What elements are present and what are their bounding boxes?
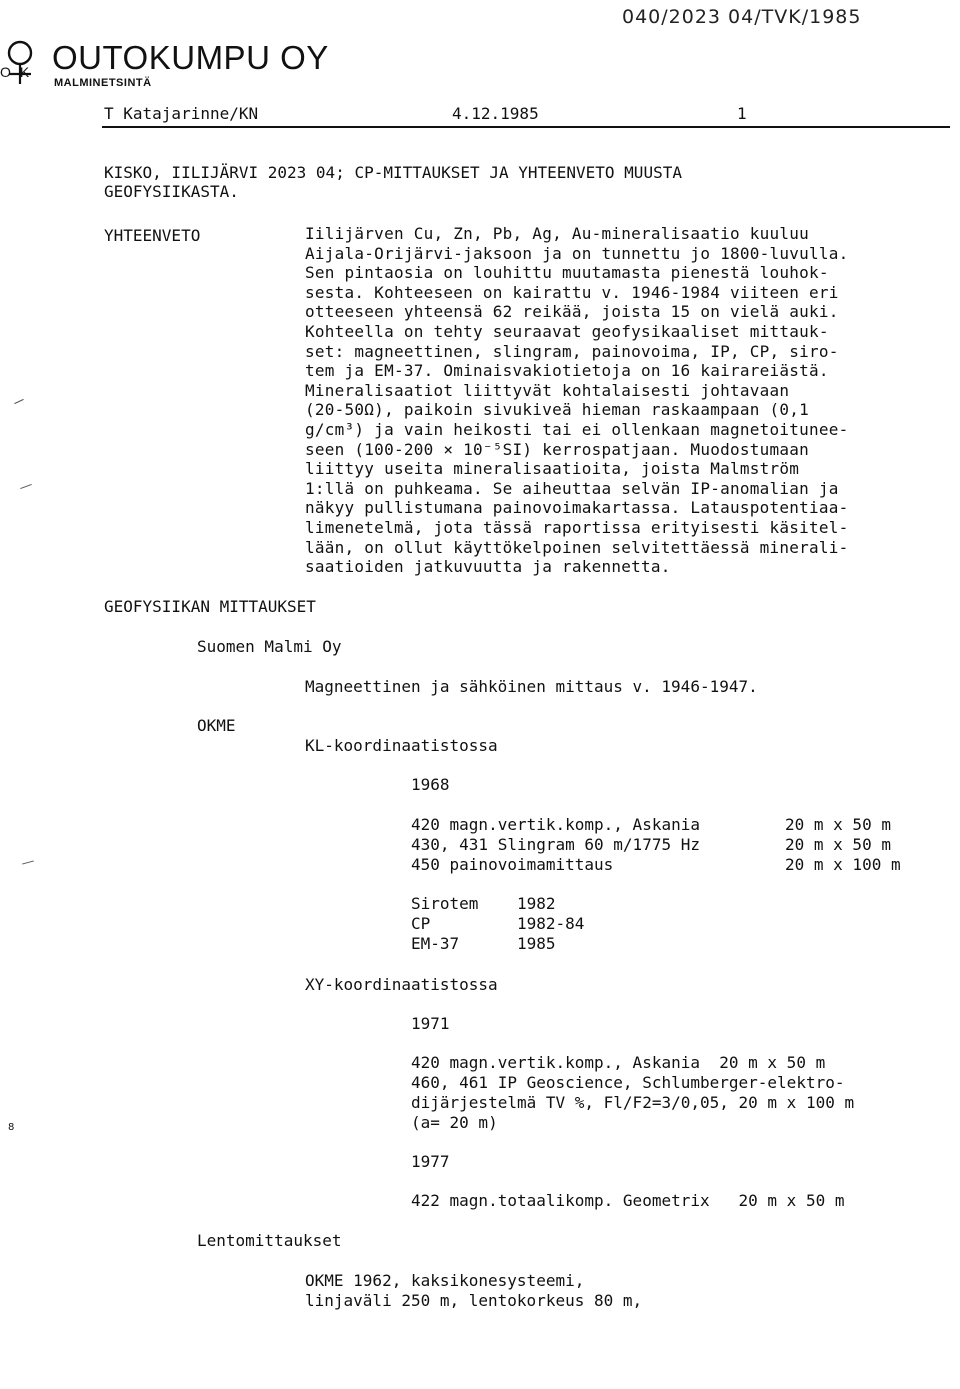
summary-line: Aijala-Orijärvi-jaksoon ja on tunnettu jo 1800-luvulla. bbox=[305, 243, 849, 263]
airborne-line: linjaväli 250 m, lentokorkeus 80 m, bbox=[305, 1291, 643, 1310]
summary-line: g/cm³) ja vain heikosti tai ei ollenkaan magnetoitunee- bbox=[305, 419, 849, 439]
row-1968-desc: 430, 431 Slingram 60 m/1775 Hz bbox=[411, 835, 700, 854]
year-1977: 1977 bbox=[411, 1152, 450, 1171]
summary-line: 1:llä on puhkeama. Se aiheuttaa selvän IP-anomalian ja bbox=[305, 478, 839, 498]
document-title-line-2: GEOFYSIIKASTA. bbox=[104, 182, 239, 201]
document-title-line-1: KISKO, IILIJÄRVI 2023 04; CP-MITTAUKSET JA YHTEENVETO MUUSTA bbox=[104, 163, 682, 182]
row-1971: 460, 461 IP Geoscience, Schlumberger-elektro- bbox=[411, 1073, 845, 1092]
summary-line: sesta. Kohteeseen on kairattu v. 1946-1984 viiteen eri bbox=[305, 282, 839, 302]
method-year: 1985 bbox=[517, 934, 556, 953]
page-number: 1 bbox=[737, 104, 747, 123]
method-year: 1982 bbox=[517, 894, 556, 913]
document-date: 4.12.1985 bbox=[452, 104, 539, 123]
company-logo bbox=[0, 38, 46, 90]
summary-line: set: magneettinen, slingram, painovoima, IP, CP, siro- bbox=[305, 341, 839, 361]
method-name: Sirotem bbox=[411, 894, 479, 913]
department-name: MALMINETSINTÄ bbox=[54, 77, 152, 89]
header-rule bbox=[102, 126, 950, 128]
row-1968-grid: 20 m x 50 m bbox=[785, 835, 891, 854]
row-1971: 420 magn.vertik.komp., Askania 20 m x 50 m bbox=[411, 1053, 826, 1072]
summary-line: seen (100-200 × 10⁻⁵SI) kerrospatjaan. Muodostumaan bbox=[305, 439, 810, 459]
row-1971: (a= 20 m) bbox=[411, 1113, 498, 1132]
year-1968: 1968 bbox=[411, 775, 450, 794]
margin-note: 8 bbox=[8, 1122, 15, 1133]
summary-line: näkyy pullistumana painovoimakartassa. Latauspotentiaa- bbox=[305, 498, 849, 518]
method-year: 1982-84 bbox=[517, 914, 585, 933]
row-1968-desc: 450 painovoimamittaus bbox=[411, 855, 614, 874]
summary-line: saatioiden jatkuvuutta ja rakennetta. bbox=[305, 557, 671, 577]
row-1968-desc: 420 magn.vertik.komp., Askania bbox=[411, 815, 700, 834]
author-reference: T Katajarinne/KN bbox=[104, 104, 259, 123]
airborne-line: OKME 1962, kaksikonesysteemi, bbox=[305, 1271, 585, 1290]
summary-line: Kohteella on tehty seuraavat geofysikaaliset mittauk- bbox=[305, 321, 829, 341]
margin-mark bbox=[20, 484, 32, 489]
row-1977: 422 magn.totaalikomp. Geometrix 20 m x 50 m bbox=[411, 1191, 845, 1210]
margin-mark bbox=[22, 860, 34, 864]
method-name: EM-37 bbox=[411, 934, 460, 953]
summary-line: limenetelmä, jota tässä raportissa erityisesti käsitel- bbox=[305, 517, 849, 537]
summary-line: Mineralisaatiot liittyvät kohtalaisesti johtavaan bbox=[305, 380, 790, 400]
row-1968-grid: 20 m x 50 m bbox=[785, 815, 891, 834]
summary-line: Sen pintaosia on louhittu muutamasta pienestä louhok- bbox=[305, 263, 829, 283]
summary-line: tem ja EM-37. Ominaisvakiotietoja on 16 kairareiästä. bbox=[305, 361, 829, 381]
summary-line: lään, on ollut käyttökelpoinen selvitettäessä minerali- bbox=[305, 537, 849, 557]
logo-letters: OK bbox=[0, 64, 39, 80]
company-name: OUTOKUMPU OY bbox=[52, 39, 329, 76]
xy-coordinates-heading: XY-koordinaatistossa bbox=[305, 975, 498, 994]
summary-paragraph bbox=[305, 224, 849, 577]
archive-reference: 040/2023 04/TVK/1985 bbox=[622, 6, 862, 28]
row-1968-grid: 20 m x 100 m bbox=[785, 855, 901, 874]
margin-mark bbox=[14, 399, 23, 404]
airborne-label: Lentomittaukset bbox=[197, 1231, 342, 1250]
year-1971: 1971 bbox=[411, 1014, 450, 1033]
measurements-heading: GEOFYSIIKAN MITTAUKSET bbox=[104, 597, 316, 616]
summary-line: liittyy useita mineralisaatioita, joista Malmström bbox=[305, 459, 800, 479]
suomen-malmi-label: Suomen Malmi Oy bbox=[197, 637, 342, 656]
method-name: CP bbox=[411, 914, 431, 933]
suomen-malmi-text: Magneettinen ja sähköinen mittaus v. 1946-1947. bbox=[305, 677, 758, 696]
row-1971: dijärjestelmä TV %, Fl/F2=3/0,05, 20 m x 100 m bbox=[411, 1093, 855, 1112]
summary-line: Iilijärven Cu, Zn, Pb, Ag, Au-mineralisaatio kuuluu bbox=[305, 224, 810, 243]
summary-line: (20-50Ω), paikoin sivukiveä hieman raskaampaan (0,1 bbox=[305, 400, 810, 420]
kl-coordinates-heading: KL-koordinaatistossa bbox=[305, 736, 498, 755]
summary-heading: YHTEENVETO bbox=[104, 226, 201, 245]
okme-label: OKME bbox=[197, 716, 236, 735]
summary-line: otteeseen yhteensä 62 reikää, joista 15 on vielä auki. bbox=[305, 302, 839, 322]
